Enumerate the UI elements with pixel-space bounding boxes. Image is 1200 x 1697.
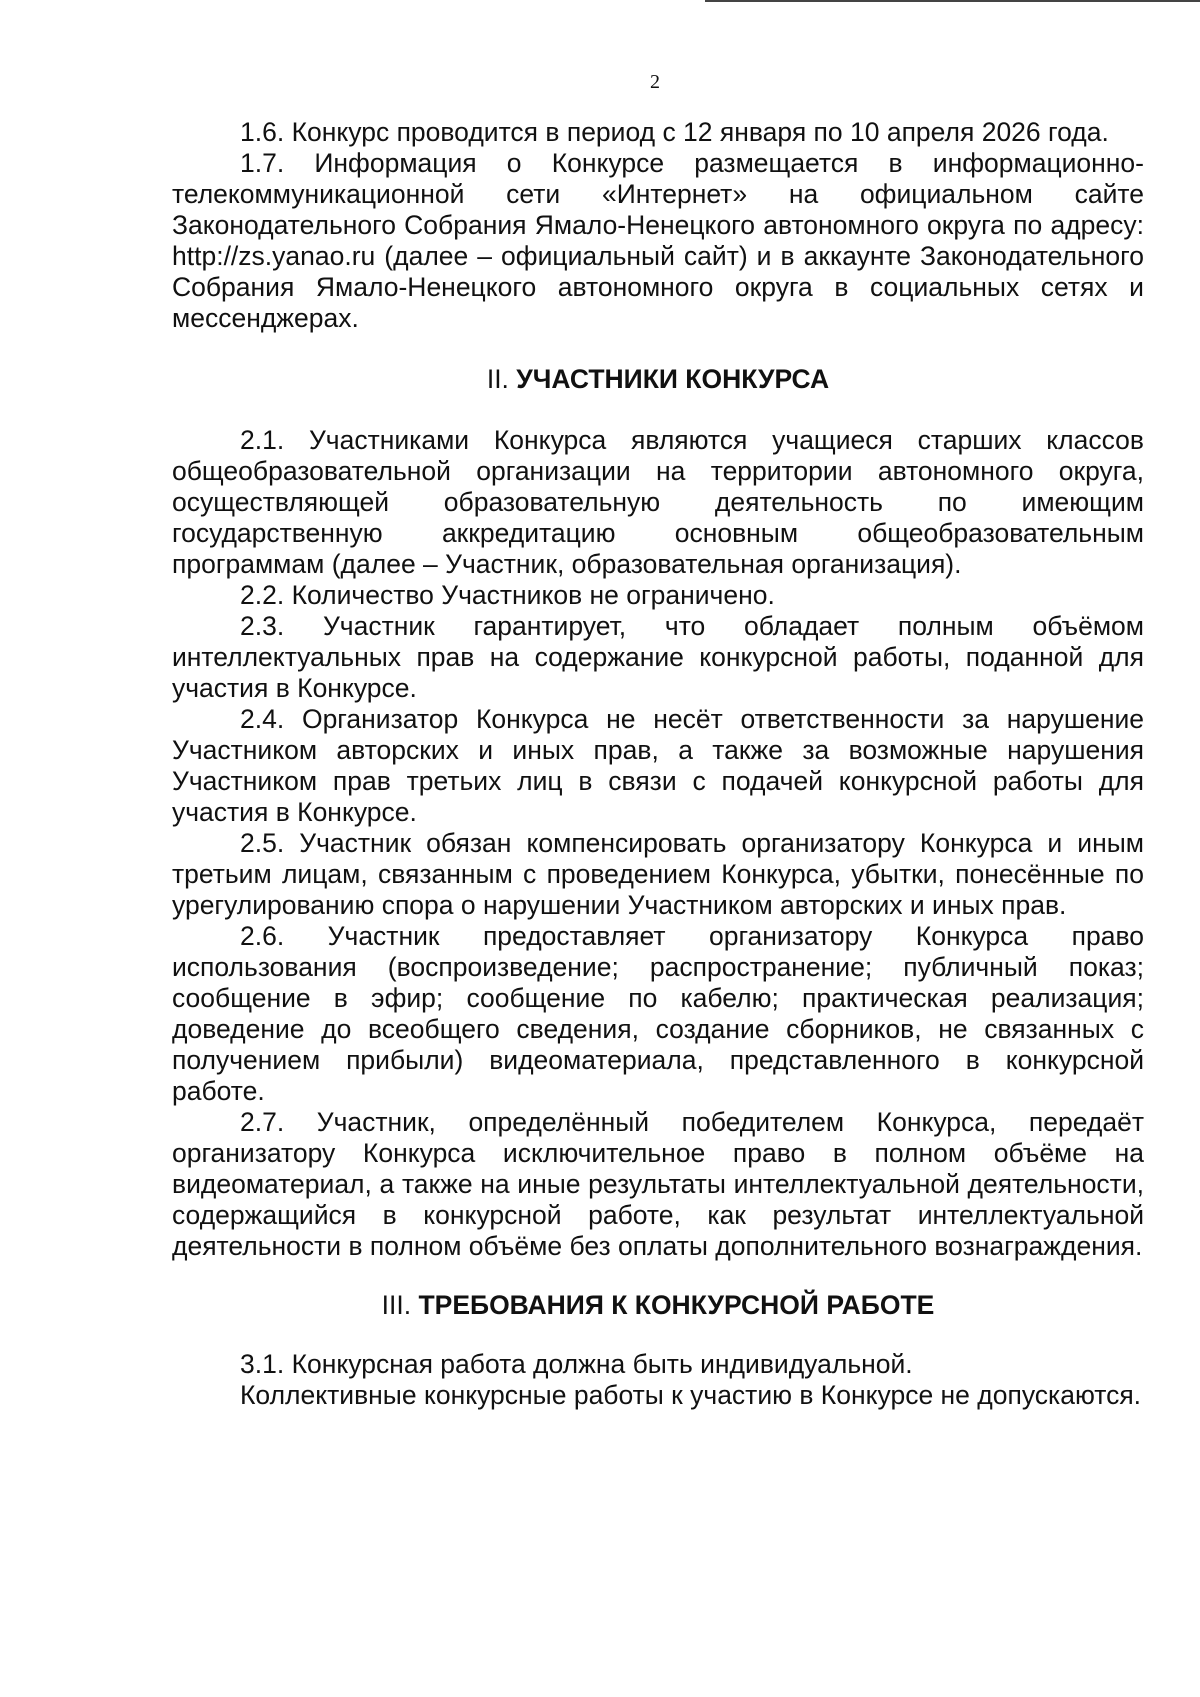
section-heading-requirements [172, 1290, 1144, 1321]
paragraph-3-1: 3.1. Конкурсная работа должна быть индивидуальной. [240, 1349, 913, 1379]
paragraph-2-3: 2.3. Участник гарантирует, что обладает полным объёмом интеллектуальных прав на содержание конкурсной работы, поданной для участия в Конкурсе. [172, 611, 1144, 703]
paragraph-2-2: 2.2. Количество Участников не ограничено. [240, 580, 775, 610]
paragraph-3-1-continued: Коллективные конкурсные работы к участию в Конкурсе не допускаются. [240, 1380, 1142, 1410]
paragraph-2-1: 2.1. Участниками Конкурса являются учащиеся старших классов общеобразовательной организации на территории автономного округа, осуществляющей образовательную деятельность по имеющим государственную аккредитацию основным общеобразовательным программам (далее – Участник, образовательная организация). [172, 425, 1144, 579]
document-body [172, 117, 1144, 1411]
paragraph-2-7: 2.7. Участник, определённый победителем Конкурса, передаёт организатору Конкурса исключительное право в полном объёме на видеоматериал, а также на иные результаты интеллектуальной деятельности, содержащийся в конкурсной работе, как результат интеллектуальной деятельности в полном объёме без оплаты дополнительного вознаграждения. [172, 1107, 1144, 1261]
paragraph-2-6: 2.6. Участник предоставляет организатору Конкурса право использования (воспроизведение; распространение; публичный показ; сообщение в эфир; сообщение по кабелю; практическая реализация; доведение до всеобщего сведения, создание сборников, не связанных с получением прибыли) видеоматериала, представленного в конкурсной работе. [172, 921, 1144, 1106]
section-title: УЧАСТНИКИ КОНКУРСА [516, 364, 830, 394]
paragraph-2-4: 2.4. Организатор Конкурса не несёт ответственности за нарушение Участником авторских и иных прав, а также за возможные нарушения Участником прав третьих лиц в связи с подачей конкурсной работы для участия в Конкурсе. [172, 704, 1144, 827]
top-rule [705, 0, 1200, 2]
section-number: II. [486, 364, 517, 394]
section-number: III. [381, 1290, 419, 1320]
page-number: 2 [650, 71, 660, 93]
section-title: ТРЕБОВАНИЯ К КОНКУРСНОЙ РАБОТЕ [418, 1290, 935, 1320]
section-heading-participants [172, 364, 1144, 395]
paragraph-1-6: 1.6. Конкурс проводится в период с 12 января по 10 апреля 2026 года. [240, 117, 1109, 147]
paragraph-2-5: 2.5. Участник обязан компенсировать организатору Конкурса и иным третьим лицам, связанным с проведением Конкурса, убытки, понесённые по урегулированию спора о нарушении Участником авторских и иных прав. [172, 828, 1144, 920]
paragraph-1-7: 1.7. Информация о Конкурсе размещается в информационно-телекоммуникационной сети «Интернет» на официальном сайте Законодательного Собрания Ямало-Ненецкого автономного округа по адресу: http://zs.yanao.ru (далее – официальный сайт) и в аккаунте Законодательного Собрания Ямало-Ненецкого автономного округа в социальных сетях и мессенджерах. [172, 148, 1144, 333]
